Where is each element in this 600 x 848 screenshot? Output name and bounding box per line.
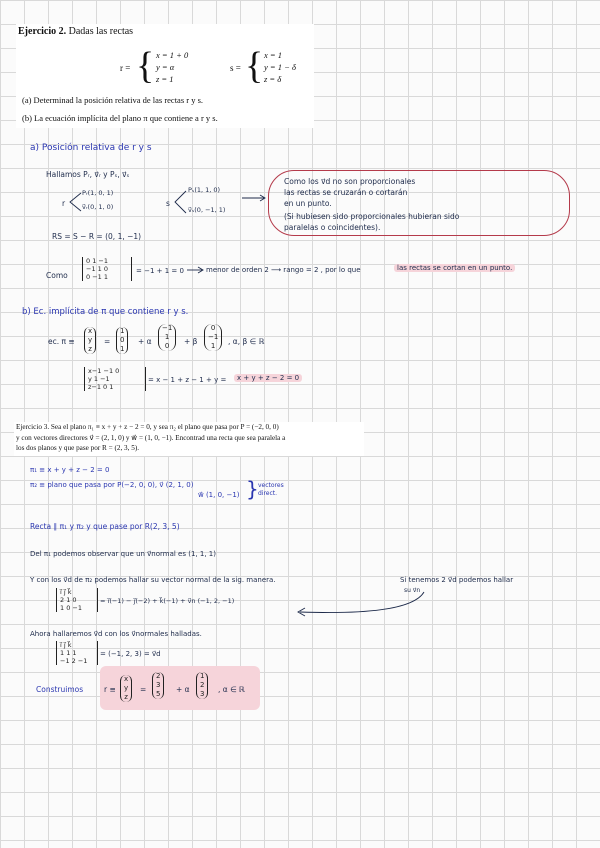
s-vector: v⃗ₛ(0, −1, 1) bbox=[188, 206, 226, 214]
vector-entry: 0 bbox=[120, 336, 125, 344]
vector-entry: 0 bbox=[164, 342, 170, 350]
cross-product-2-result: = (−1, 2, 3) = v⃗d bbox=[100, 650, 161, 658]
vector-entry: 1 bbox=[120, 345, 125, 353]
construimos-label: Construimos bbox=[36, 685, 84, 694]
recta-heading: Recta ∥ π₁ y π₂ y que pase por R(2, 3, 5) bbox=[30, 522, 180, 531]
final-vector-point bbox=[152, 672, 164, 699]
brace-s-label: s bbox=[166, 199, 170, 208]
plus-beta: + β bbox=[184, 337, 198, 346]
vector-entry: −1 bbox=[208, 333, 219, 341]
vector-entry: y bbox=[88, 336, 93, 344]
note-line: las rectas se cruzarán o cortarán bbox=[284, 188, 408, 197]
vector-entry: z bbox=[124, 693, 128, 701]
line-s-label: s = bbox=[230, 63, 241, 73]
solution-a-heading: a) Posición relativa de r y s bbox=[30, 143, 152, 153]
line-r-system bbox=[156, 49, 188, 85]
cross-row: −1 2 −1 bbox=[60, 657, 88, 665]
line-r-label: r = bbox=[120, 63, 131, 73]
equals-sign: = bbox=[104, 337, 111, 346]
note-line: (Si hubiesen sido proporcionales hubieran sido bbox=[284, 212, 460, 221]
vector-entry: z bbox=[88, 345, 92, 353]
exercise-2-title bbox=[18, 26, 133, 37]
vector-point bbox=[116, 327, 128, 354]
line-r-row: x = 1 + 0 bbox=[156, 50, 189, 60]
vector-entry: 0 bbox=[210, 324, 216, 332]
cross-row: 2 1 0 bbox=[60, 596, 77, 604]
line-s-system bbox=[264, 49, 296, 85]
determinant-result: = −1 + 1 = 0 bbox=[136, 267, 184, 275]
pi2-w-vector: w⃗ (1, 0, −1) bbox=[198, 491, 240, 499]
exercise-2-intro: Dadas las rectas bbox=[68, 26, 134, 37]
direct-word: direct. bbox=[258, 490, 278, 497]
line-s-row: z = δ bbox=[264, 74, 282, 84]
menor-text: menor de orden 2 ⟶ rango = 2 , por lo que bbox=[206, 266, 361, 274]
brace-s: { bbox=[245, 45, 264, 87]
vector-entry: 1 bbox=[200, 672, 205, 680]
note-line: en un punto. bbox=[284, 199, 332, 208]
vector-xyz bbox=[84, 327, 96, 354]
arrow-menor bbox=[186, 265, 206, 275]
cross-product-1 bbox=[56, 588, 98, 612]
r-vector: v⃗ᵣ(0, 1, 0) bbox=[82, 203, 114, 211]
ec-pi-label: ec. π ≡ bbox=[48, 337, 75, 346]
vector-dir-b bbox=[204, 324, 222, 351]
arrow-to-bubble bbox=[240, 193, 270, 203]
su-vn-text: su v⃗n bbox=[404, 587, 421, 594]
determinant-rs bbox=[82, 257, 132, 281]
si-tenemos-text: Si tenemos 2 v⃗d podemos hallar bbox=[400, 576, 514, 584]
determinant-row: −1 1 0 bbox=[86, 265, 108, 273]
note-bubble-text bbox=[284, 176, 459, 233]
brace-s-lines bbox=[173, 189, 187, 215]
vector-entry: 3 bbox=[156, 681, 161, 689]
solution-b-heading: b) Ec. implícita de π que contiene r y s. bbox=[22, 307, 189, 317]
curved-arrow bbox=[290, 588, 430, 622]
determinant-plane bbox=[84, 367, 146, 391]
equals-sign: = bbox=[140, 685, 147, 694]
determinant-row: z−1 0 1 bbox=[88, 383, 114, 391]
vector-dir-a bbox=[158, 324, 176, 351]
vector-entry: 3 bbox=[200, 690, 205, 698]
line-s-row: x = 1 bbox=[264, 50, 283, 60]
vector-entry: 1 bbox=[210, 342, 216, 350]
brace-vectores: } bbox=[246, 477, 259, 501]
vector-entry: 2 bbox=[200, 681, 205, 689]
brace-r: { bbox=[136, 45, 155, 87]
vectores-label bbox=[258, 482, 284, 498]
final-vector-xyz bbox=[120, 675, 132, 702]
ahora-text: Ahora hallaremos v⃗d con los v⃗normales halladas. bbox=[30, 630, 202, 638]
brace-r-label: r bbox=[62, 199, 66, 208]
final-vector-dir bbox=[196, 672, 208, 699]
determinant-plane-result: = x − 1 + z − 1 + y = bbox=[148, 376, 227, 384]
vector-entry: 1 bbox=[164, 333, 170, 341]
exercise-2-item-a: (a) Determinad la posición relativa de las rectas r y s. bbox=[22, 95, 204, 105]
s-point: Pₛ(1, 1, 0) bbox=[188, 186, 221, 194]
hallamos-text: Hallamos Pᵣ, v⃗ᵣ y Pₛ, v⃗ₛ bbox=[46, 170, 130, 179]
cross-product-2 bbox=[56, 641, 98, 665]
como-label: Como bbox=[46, 271, 68, 280]
cross-row: i⃗ j⃗ k⃗ bbox=[60, 588, 72, 596]
vector-entry: x bbox=[124, 675, 129, 683]
vector-entry: x bbox=[88, 327, 93, 335]
determinant-row: 0 1 −1 bbox=[86, 257, 108, 265]
exercise-2-item-b: (b) La ecuación implícita del plano π que contiene a r y s. bbox=[22, 113, 218, 123]
exercise-3-box bbox=[14, 422, 364, 456]
r-point: Pᵣ(1, 0, 1) bbox=[82, 189, 114, 197]
exercise-3-line: y con vectores directores v⃗ = (2, 1, 0) y w⃗ = (1, 0, −1). Encontrad una recta que sea paralela a bbox=[16, 433, 286, 442]
note-line: Como los v⃗d no son proporcionales bbox=[284, 177, 416, 186]
r-eq-label: r ≡ bbox=[104, 685, 116, 694]
final-plus-alpha: + α bbox=[176, 685, 190, 694]
y-con-text: Y con los v⃗d de π₂ podemos hallar su vector normal de la sig. manera. bbox=[30, 576, 276, 584]
exercise-2-label: Ejercicio 2. bbox=[18, 26, 67, 37]
line-r-row: y = α bbox=[156, 62, 175, 72]
vector-entry: −1 bbox=[162, 324, 173, 332]
vector-entry: y bbox=[124, 684, 129, 692]
plane-equation-highlight: x + y + z − 2 = 0 bbox=[234, 374, 302, 382]
exercise-3-line: los dos planos y que pase por R = (2, 3, 5). bbox=[16, 444, 140, 452]
brace-r-lines bbox=[68, 191, 82, 213]
conclusion-highlight: las rectas se cortan en un punto. bbox=[394, 264, 515, 272]
pi1-equation: π₁ ≡ x + y + z − 2 = 0 bbox=[30, 466, 110, 474]
params-ab: , α, β ∈ ℝ bbox=[228, 337, 265, 346]
determinant-row: y 1 −1 bbox=[88, 375, 110, 383]
cross-product-1-result: = i⃗(−1) − j⃗(−2) + k⃗(−1) + v⃗n (−1, 2, −1) bbox=[100, 597, 235, 605]
cross-row: 1 0 −1 bbox=[60, 604, 82, 612]
plus-alpha: + α bbox=[138, 337, 152, 346]
rs-vector-line: RS = S − R = (0, 1, −1) bbox=[52, 232, 142, 241]
pi2-description: π₂ ≡ plano que pasa por P(−2, 0, 0), v⃗ (2, 1, 0) bbox=[30, 481, 194, 489]
exercise-2-box bbox=[16, 24, 314, 128]
cross-row: i⃗ j⃗ k⃗ bbox=[60, 641, 72, 649]
vector-entry: 1 bbox=[120, 327, 125, 335]
determinant-row: x−1 −1 0 bbox=[88, 367, 120, 375]
cross-row: 1 1 1 bbox=[60, 649, 77, 657]
vectores-word: vectores bbox=[258, 482, 284, 489]
line-s-row: y = 1 − δ bbox=[264, 62, 296, 72]
vector-entry: 2 bbox=[156, 672, 161, 680]
line-r-row: z = 1 bbox=[156, 74, 174, 84]
vector-entry: 5 bbox=[156, 690, 161, 698]
del-pi1-text: Del π₁ podemos observar que un v⃗normal es (1, 1, 1) bbox=[30, 550, 216, 558]
exercise-3-line: Ejercicio 3. Sea el plano π₁ ≡ x + y + z − 2 = 0, y sea π₂ el plano que pasa por P = (−2, 0, 0) bbox=[16, 423, 279, 431]
final-param: , α ∈ ℝ bbox=[218, 685, 245, 694]
note-line: paralelas o coincidentes). bbox=[284, 223, 381, 232]
determinant-row: 0 −1 1 bbox=[86, 273, 108, 281]
